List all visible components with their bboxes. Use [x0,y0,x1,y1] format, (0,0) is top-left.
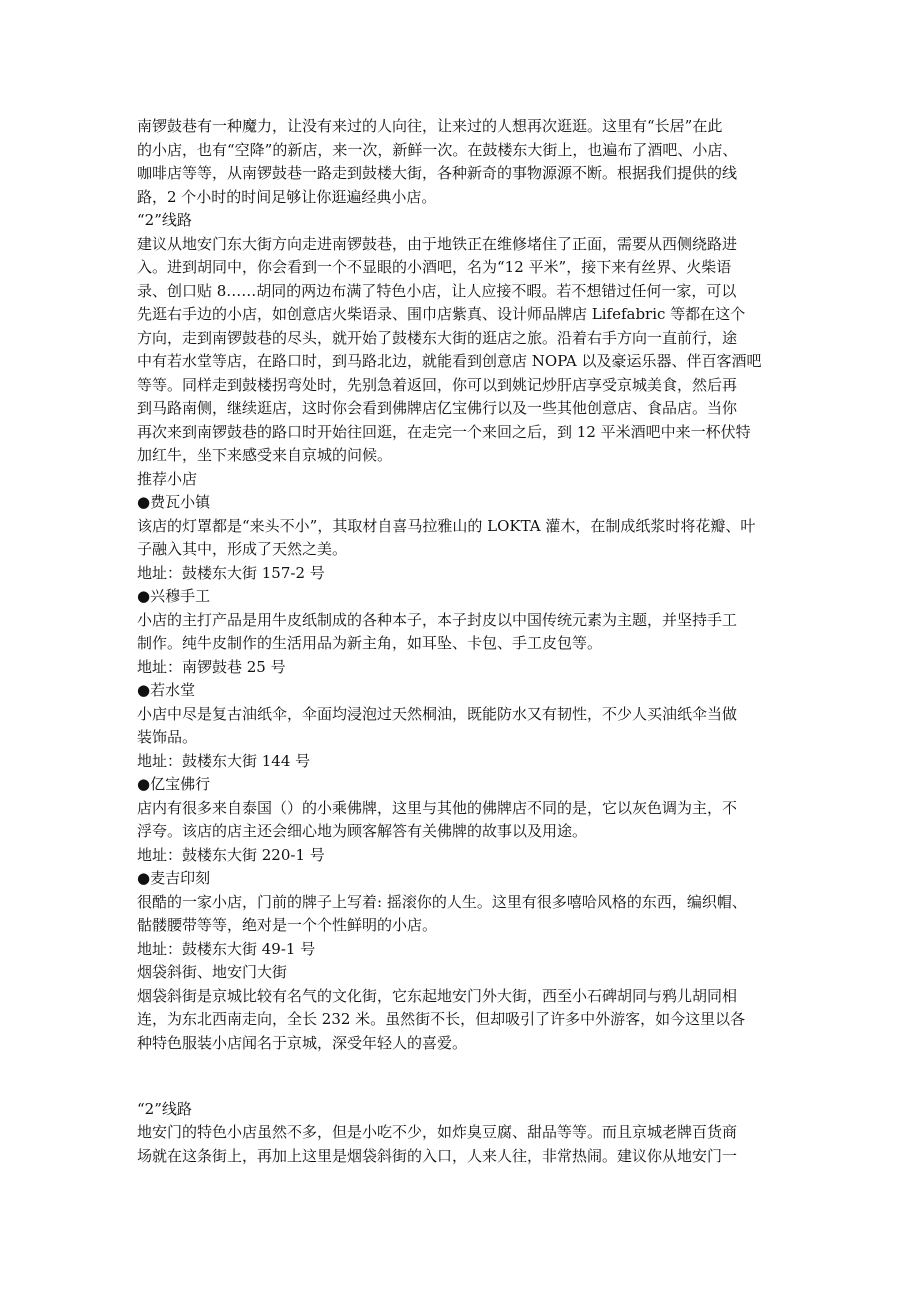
shop-name: ●费瓦小镇 [137,493,211,511]
shop-name: ●兴穆手工 [137,587,211,605]
text-line: 咖啡店等等，从南锣鼓巷一路走到鼓楼大街，各种新奇的事物源源不断。根据我们提供的线 [137,164,738,182]
shops-heading: 推荐小店 [137,469,198,488]
shop-address: 地址：鼓楼东大街 157-2 号 [137,563,325,582]
shop-desc: 制作。纯牛皮制作的生活用品为新主角，如耳坠、卡包、手工皮包等。 [137,634,603,652]
shop-address: 地址：鼓楼东大街 220-1 号 [137,845,325,864]
text-line: 先逛右手边的小店，如创意店火柴语录、围巾店紫真、设计师品牌店 Lifefabric 等都在这个 [137,305,746,323]
shop-address: 地址：鼓楼东大街 49-1 号 [137,939,316,958]
shop-entry [137,491,827,585]
text-line: 建议从地安门东大街方向走进南锣鼓巷，由于地铁正在维修堵住了正面，需要从西侧绕路进 [137,234,738,253]
text-line: 种特色服装小店闻名于京城，深受年轻人的喜爱。 [137,1033,468,1052]
text-line: 南锣鼓巷有一种魔力，让没有来过的人向往，让来过的人想再次逛逛。这里有“长居”在此 [137,117,723,135]
text-line: 到马路南侧，继续逛店，这时你会看到佛牌店亿宝佛行以及一些其他创意店、食品店。当你 [137,399,738,417]
text-line: 地安门的特色小店虽然不多，但是小吃不少，如炸臭豆腐、甜品等等。而且京城老牌百货商 [137,1123,738,1141]
document-page [137,115,827,1168]
text-line: 路，2 个小时的时间足够让你逛遍经典小店。 [137,187,437,206]
shop-entry [137,773,827,867]
blank-line [137,1055,827,1098]
shop-desc: 小店中尽是复古油纸伞，伞面均浸泡过天然桐油，既能防水又有韧性，不少人买油纸伞当做 [137,704,738,723]
shop-address: 地址：南锣鼓巷 25 号 [137,657,286,676]
shop-desc: 子融入其中，形成了天然之美。 [137,540,348,558]
shop-address: 地址：鼓楼东大街 144 号 [137,751,311,770]
intro-paragraph [137,115,827,209]
shop-desc: 装饰品。 [137,728,198,746]
route-heading: “2”线路 [137,211,192,229]
section-paragraph [137,985,827,1056]
text-line: 场就在这条街上，再加上这里是烟袋斜街的入口，人来人往，非常热闹。建议你从地安门一 [137,1146,738,1165]
text-line: 录、创口贴 8……胡同的两边布满了特色小店，让人应接不暇。若不想错过任何一家，可以 [137,281,737,300]
text-line: 中有若水堂等店，在路口时，到马路北边，就能看到创意店 NOPA 以及豪运乐器、伴百客酒吧 [137,352,762,370]
shop-desc: 店内有很多来自泰国（）的小乘佛牌，这里与其他的佛牌店不同的是，它以灰色调为主，不 [137,798,738,817]
route-paragraph [137,233,827,468]
text-line: 等等。同样走到鼓楼拐弯处时，先别急着返回，你可以到姚记炒肝店享受京城美食，然后再 [137,375,738,394]
text-line: 入。进到胡同中，你会看到一个不显眼的小酒吧，名为“12 平米”，接下来有丝界、火柴语 [137,258,732,276]
shop-entry [137,867,827,961]
text-line: 的小店，也有“空降”的新店，来一次，新鲜一次。在鼓楼东大街上，也遍布了酒吧、小店、 [137,140,738,159]
shop-name: ●若水堂 [137,681,196,699]
shop-desc: 小店的主打产品是用牛皮纸制成的各种本子，本子封皮以中国传统元素为主题，并坚持手工 [137,610,738,629]
shop-entry [137,585,827,679]
shop-name: ●麦吉印刻 [137,869,211,887]
route-heading: “2”线路 [137,1099,192,1118]
text-line: 方向，走到南锣鼓巷的尽头，就开始了鼓楼东大街的逛店之旅。沿着右手方向一直前行，途 [137,328,738,347]
shop-desc: 很酷的一家小店，门前的牌子上写着: 摇滚你的人生。这里有很多嘻哈风格的东西，编织帽、 [137,892,747,911]
text-line: 烟袋斜街是京城比较有名气的文化街，它东起地安门外大街，西至小石碑胡同与鸦儿胡同相 [137,986,738,1005]
route-paragraph [137,1121,827,1168]
shop-desc: 骷髅腰带等等，绝对是一个个性鲜明的小店。 [137,916,438,934]
shop-desc: 该店的灯罩都是“来头不小”，其取材自喜马拉雅山的 LOKTA 灌木，在制成纸浆时将花瓣、叶 [137,516,756,535]
text-line: 再次来到南锣鼓巷的路口时开始往回逛，在走完一个来回之后，到 12 平米酒吧中来一杯伏特 [137,422,751,441]
text-line: 加红牛，坐下来感受来自京城的问候。 [137,446,393,464]
text-line: 连，为东北西南走向，全长 232 米。虽然街不长，但却吸引了许多中外游客，如今这里以各 [137,1010,746,1028]
shop-desc: 浮夸。该店的店主还会细心地为顾客解答有关佛牌的故事以及用途。 [137,822,588,840]
shop-entry [137,679,827,773]
shop-name: ●亿宝佛行 [137,775,211,793]
section-heading: 烟袋斜街、地安门大街 [137,963,288,981]
